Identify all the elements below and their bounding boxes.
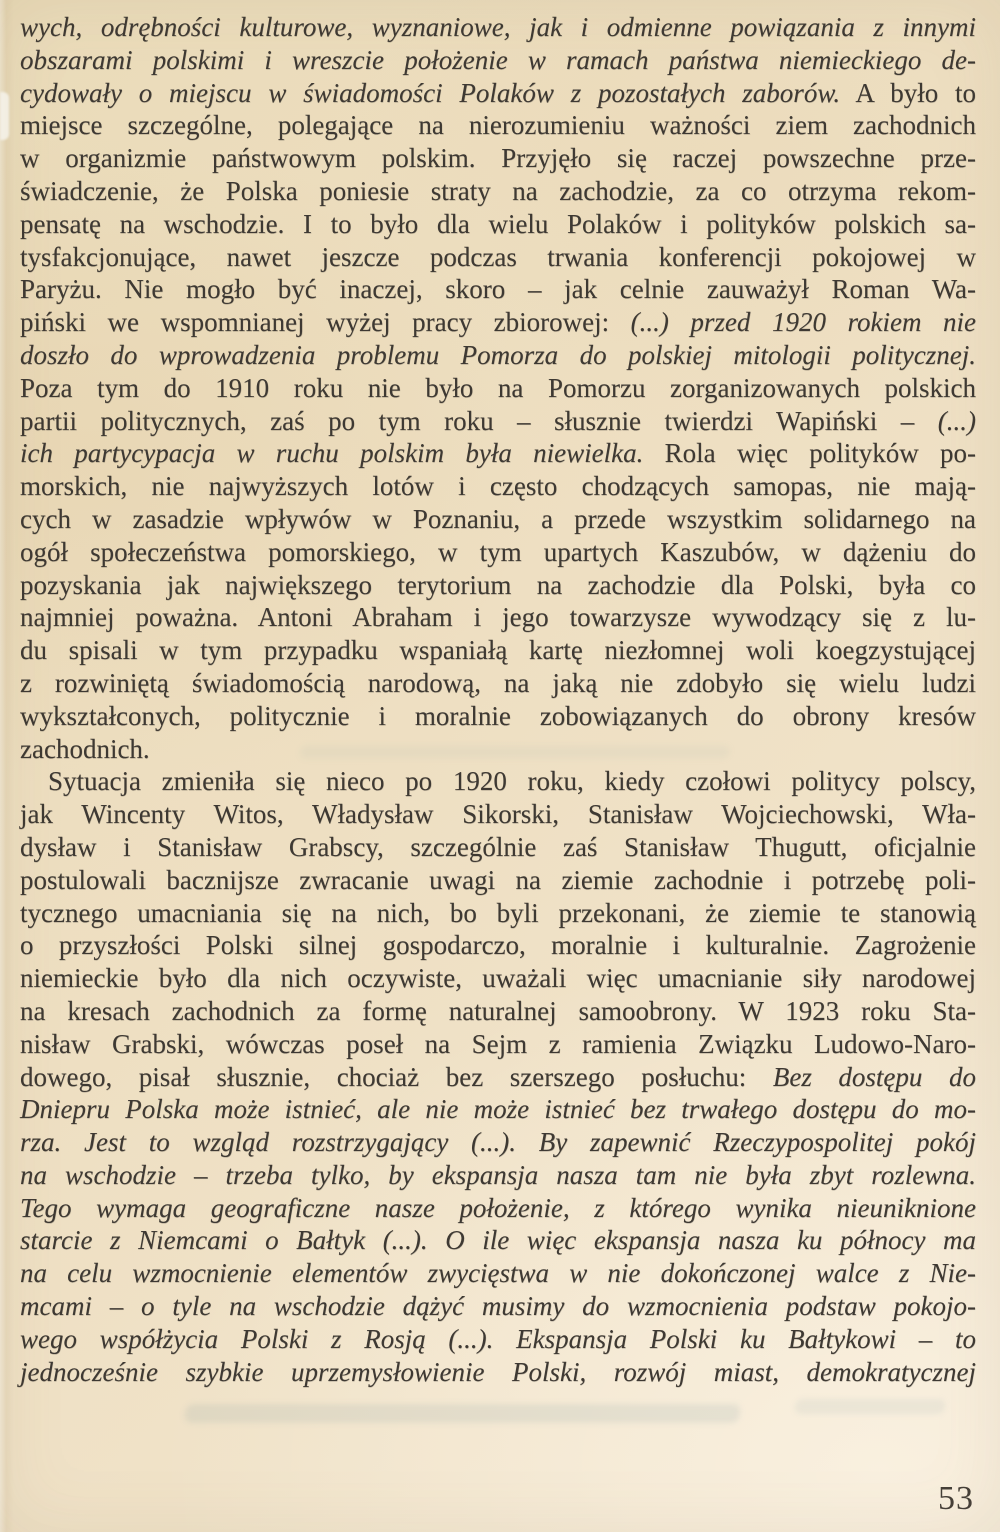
text-line <box>20 897 976 930</box>
text-segment: starcie z Niemcami o Bałtyk (...). O ile więc ekspansja nasza ku północy ma <box>20 1225 976 1256</box>
text-line <box>20 733 976 766</box>
text-segment: du spisali w tym przypadku wspaniałą kartę niezłomnej woli koegzystującej <box>20 635 976 666</box>
text-segment: mcami – o tyle na wschodzie dążyć musimy do wzmocnienia podstaw pokojo- <box>20 1291 976 1322</box>
text-line <box>20 1061 976 1094</box>
text-segment: w organizmie państwowym polskim. Przyjęło się raczej powszechne prze- <box>20 143 976 174</box>
text-line <box>20 405 976 438</box>
text-segment: (...) przed 1920 rokiem nie <box>630 307 976 338</box>
text-line <box>20 241 976 274</box>
text-segment: z rozwiniętą świadomością narodową, na jaką nie zdobyło się wielu ludzi <box>20 667 976 698</box>
text-segment: doszło do wprowadzenia problemu Pomorza do polskiej mitologii politycznej. <box>20 339 976 370</box>
text-line <box>20 339 976 372</box>
text-segment: niemieckie było dla nich oczywiste, uważali więc umacnianie siły narodowej <box>20 963 976 994</box>
text-line <box>20 1224 976 1257</box>
text-line <box>20 503 976 536</box>
text-segment: ich partycypacja w ruchu polskim była niewielka. <box>20 438 644 469</box>
bleedthrough-smudge <box>184 1404 741 1423</box>
paper-chip <box>0 92 9 140</box>
text-segment: Sytuacja zmieniła się nieco po 1920 roku, kiedy czołowi politycy polscy, <box>48 766 976 797</box>
text-segment: na celu wzmocnienie elementów zwycięstwa w nie dokończonej walce z Nie- <box>20 1258 976 1289</box>
text-line <box>20 306 976 339</box>
text-segment: rza. Jest to wzgląd rozstrzygający (...). By zapewnić Rzeczypospolitej pokój <box>20 1127 976 1158</box>
text-segment: jak Wincenty Witos, Władysław Sikorski, Stanisław Wojciechowski, Wła- <box>20 799 976 830</box>
text-line <box>20 1192 976 1225</box>
text-line <box>20 372 976 405</box>
text-segment: świadczenie, że Polska poniesie straty na zachodzie, za co otrzyma rekom- <box>20 175 976 206</box>
text-line <box>20 1257 976 1290</box>
text-line <box>20 765 976 798</box>
text-segment: wego współżycia Polski z Rosją (...). Ekspansja Polski ku Bałtykowi – to <box>20 1323 976 1354</box>
text-segment: najmniej poważna. Antoni Abraham i jego towarzysze wywodzący się z lu- <box>20 602 976 633</box>
text-line <box>20 1323 976 1356</box>
text-segment: na wschodzie – trzeba tylko, by ekspansja nasza tam nie była zbyt rozlewna. <box>20 1159 976 1190</box>
text-segment: tysfakcjonujące, nawet jeszcze podczas trwania konferencji pokojowej w <box>20 241 976 272</box>
text-line <box>20 1159 976 1192</box>
text-segment: tycznego umacniania się na nich, bo byli przekonani, że ziemie te stanowią <box>20 897 976 928</box>
text-line <box>20 995 976 1028</box>
text-line <box>20 470 976 503</box>
text-segment: wykształconych, politycznie i moralnie zobowiązanych do obrony kresów <box>20 700 976 731</box>
text-segment: morskich, nie najwyższych lotów i często chodzących samopas, nie mają- <box>20 471 976 502</box>
text-segment: jednocześnie szybkie uprzemysłowienie Polski, rozwój miast, demokratycznej <box>20 1356 976 1387</box>
page-number: 53 <box>938 1480 974 1517</box>
text-segment: ogół społeczeństwa pomorskiego, w tym upartych Kaszubów, w dążeniu do <box>20 536 976 567</box>
bleedthrough-smudge <box>794 1399 946 1414</box>
text-line <box>20 437 976 470</box>
text-line <box>20 175 976 208</box>
text-segment: partii politycznych, zaś po tym roku – słusznie twierdzi Wapiński – <box>20 405 938 436</box>
text-segment: pensatę na wschodzie. I to było dla wielu Polaków i polityków polskich sa- <box>20 208 976 239</box>
text-line <box>20 142 976 175</box>
text-line <box>20 11 976 44</box>
text-line <box>20 962 976 995</box>
text-line <box>20 1290 976 1323</box>
text-segment: Paryżu. Nie mogło być inaczej, skoro – jak celnie zauważył Roman Wa- <box>20 274 976 305</box>
text-line <box>20 601 976 634</box>
text-line <box>20 798 976 831</box>
text-segment: piński we wspomnianej wyżej pracy zbiorowej: <box>20 307 631 338</box>
text-segment: wych, odrębności kulturowe, wyznaniowe, jak i odmienne powiązania z innymi <box>20 12 976 42</box>
text-line <box>20 44 976 77</box>
text-line <box>20 77 976 110</box>
text-segment: Poza tym do 1910 roku nie było na Pomorzu zorganizowanych polskich <box>20 372 976 403</box>
text-segment: miejsce szczególne, polegające na nierozumieniu ważności ziem zachodnich <box>20 110 976 141</box>
text-segment: dysław i Stanisław Grabscy, szczególnie zaś Stanisław Thugutt, oficjalnie <box>20 831 976 862</box>
text-segment: Dniepru Polska może istnieć, ale nie może istnieć bez trwałego dostępu do mo- <box>20 1094 976 1125</box>
text-line <box>20 208 976 241</box>
scan-edge <box>0 0 14 1532</box>
text-segment: postulowali bacznijsze zwracanie uwagi na ziemie zachodnie i potrzebę poli- <box>20 864 976 895</box>
text-line <box>20 634 976 667</box>
text-segment: A było to <box>840 77 976 108</box>
text-line <box>20 536 976 569</box>
text-segment: o przyszłości Polski silnej gospodarczo, moralnie i kulturalnie. Zagrożenie <box>20 930 976 961</box>
text-line <box>20 1126 976 1159</box>
text-segment: (...) <box>937 405 976 436</box>
text-line <box>20 929 976 962</box>
text-line <box>20 1028 976 1061</box>
text-line <box>20 273 976 306</box>
text-line <box>20 700 976 733</box>
body-text <box>20 11 976 1388</box>
text-segment: dowego, pisał słusznie, chociaż bez szerszego posłuchu: <box>20 1061 773 1092</box>
text-segment: nisław Grabski, wówczas poseł na Sejm z ramienia Związku Ludowo-Naro- <box>20 1028 976 1059</box>
text-line <box>20 831 976 864</box>
text-line <box>20 109 976 142</box>
text-line <box>20 569 976 602</box>
text-line <box>20 1093 976 1126</box>
text-line <box>20 667 976 700</box>
text-segment: Rola więc polityków po- <box>643 438 976 469</box>
text-segment: Tego wymaga geograficzne nasze położenie, z którego wynika nieuniknione <box>20 1192 976 1223</box>
text-segment: cych w zasadzie wpływów w Poznaniu, a przede wszystkim solidarnego na <box>20 503 976 534</box>
text-segment: na kresach zachodnich za formę naturalnej samoobrony. W 1923 roku Sta- <box>20 995 976 1026</box>
text-segment: cydowały o miejscu w świadomości Polaków z pozostałych zaborów. <box>20 77 841 108</box>
text-line <box>20 1356 976 1389</box>
text-segment: Bez dostępu do <box>772 1061 976 1092</box>
text-segment: zachodnich. <box>20 733 150 764</box>
text-segment: pozyskania jak największego terytorium na zachodzie dla Polski, była co <box>20 569 976 600</box>
text-segment: obszarami polskimi i wreszcie położenie w ramach państwa niemieckiego de- <box>20 44 976 75</box>
text-line <box>20 864 976 897</box>
